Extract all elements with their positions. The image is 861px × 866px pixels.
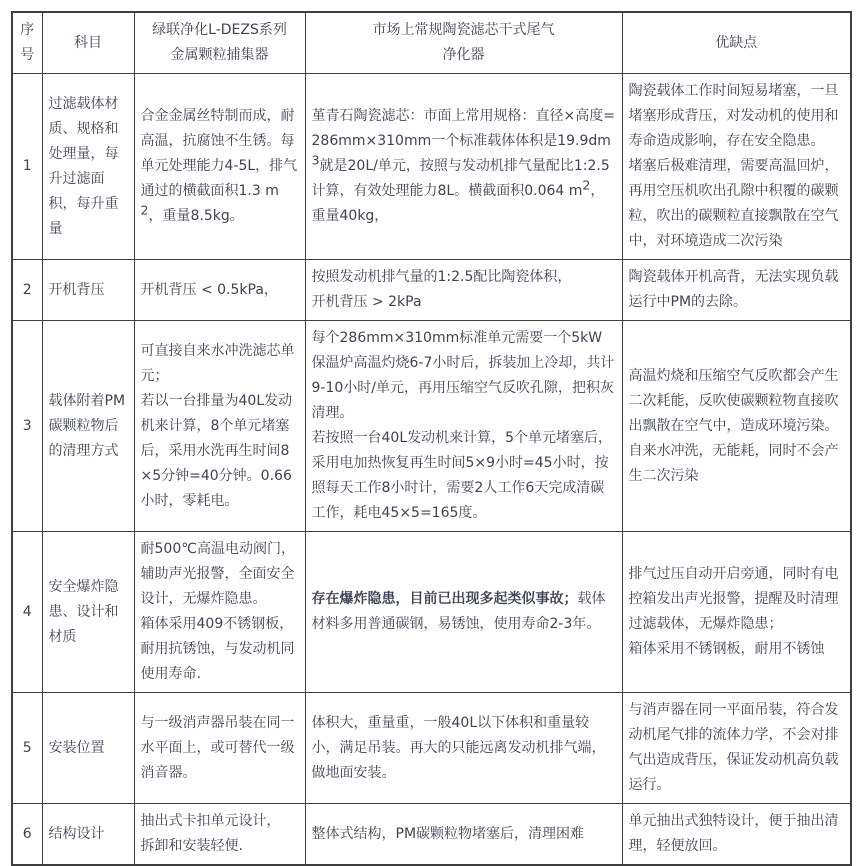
cell-paragraph: 存在爆炸隐患，目前已出现多起类似事故；载体材料多用普通碳钢，易锈蚀，使用寿命2-3年。 <box>311 591 606 632</box>
cell-serial-number: 5 <box>12 693 42 804</box>
cell-serial-number: 4 <box>12 532 42 693</box>
header-line: 金属颗粒捕集器 <box>170 47 269 63</box>
cell-paragraph: 堇青石陶瓷滤芯：市面上常用规格：直径×高度=286mm×310mm一个标准载体体积是$19.9dm^3$就是20L/单元，按照与发动机排气量配比1:2.5计算，有效处理能力8L。横截面积0.064 $m^2$，重量40kg， <box>311 108 615 224</box>
table-row <box>12 693 851 804</box>
cell-paragraph: 陶瓷载体工作时间短易堵塞，一旦堵塞形成背压，对发动机的使用和寿命造成影响，存在安全隐患。 <box>628 83 839 149</box>
cell-lvlian-product <box>134 260 305 321</box>
table-row <box>12 74 851 260</box>
cell-lvlian-product <box>134 804 305 866</box>
cell-subject <box>42 321 134 532</box>
table-row <box>12 260 851 321</box>
cell-subject <box>42 260 134 321</box>
cell-serial-number: 2 <box>12 260 42 321</box>
cell-paragraph: 单元抽出式独特设计，便于抽出清理，轻便放回。 <box>628 813 839 854</box>
cell-lvlian-product <box>134 321 305 532</box>
table-row <box>12 321 851 532</box>
cell-market-product <box>305 74 622 260</box>
cell-paragraph: 堵塞后极难清理，需要高温回炉，再用空压机吹出孔隙中积覆的碳颗粒，吹出的碳颗粒直接飘散在空气中，对环境造成二次污染 <box>628 158 839 249</box>
cell-subject <box>42 804 134 866</box>
cell-paragraph: 整体式结构，PM碳颗粒物堵塞后，清理困难 <box>311 825 585 842</box>
cell-paragraph: 过滤载体材质、规格和处理量，每升过滤面积，每升重量 <box>48 95 119 237</box>
cell-paragraph: 体积大，重量重，一般40L以下体积和重量较小，满足吊装。再大的只能远离发动机排气端，做地面安装。 <box>311 714 606 781</box>
header-line: 净化器 <box>442 47 485 63</box>
header-line: 市场上常规陶瓷滤芯干式尾气 <box>372 22 555 38</box>
cell-paragraph: 开机背压 <box>48 281 105 298</box>
table-header <box>12 12 851 74</box>
cell-subject <box>42 693 134 804</box>
cell-market-product <box>305 321 622 532</box>
cell-market-product <box>305 260 622 321</box>
col-header-subject <box>42 12 134 74</box>
header-row <box>12 12 851 74</box>
cell-paragraph: 箱体采用不锈钢板，耐用不锈蚀 <box>628 641 825 657</box>
cell-paragraph: 排气过压自动开启旁通，同时有电控箱发出声光报警，提醒及时清理过滤载体，无爆炸隐患； <box>628 566 839 632</box>
cell-subject <box>42 532 134 693</box>
cell-lvlian-product <box>134 532 305 693</box>
table-row <box>12 532 851 693</box>
cell-market-product <box>305 804 622 866</box>
header-line: 绿联净化L-DEZS系列 <box>152 22 287 38</box>
cell-paragraph: 与一级消声器吊装在同一水平面上，或可替代一级消音器。 <box>140 714 295 781</box>
cell-paragraph: 载体附着PM碳颗粒物后的清理方式 <box>48 392 126 459</box>
cell-paragraph: 安全爆炸隐患、设计和材质 <box>48 578 119 645</box>
cell-paragraph: 开机背压 < 0.5kPa， <box>140 281 278 298</box>
cell-pros-cons <box>622 260 851 321</box>
cell-paragraph: 与消声器在同一平面吊装，符合发动机尾气排的流体力学，不会对排气出造成背压，保证发动机高负载运行。 <box>628 702 839 793</box>
cell-paragraph: 开机背压 > 2kPa <box>311 294 422 310</box>
col-header-lvlian-product <box>134 12 305 74</box>
cell-paragraph: 可直接自来水冲洗滤芯单元； <box>140 342 295 384</box>
cell-pros-cons <box>622 804 851 866</box>
cell-pros-cons <box>622 532 851 693</box>
cell-lvlian-product <box>134 74 305 260</box>
cell-serial-number: 3 <box>12 321 42 532</box>
cell-paragraph: 耐500℃高温电动阀门，辅助声光报警，全面安全设计，无爆炸隐患。 <box>140 541 295 607</box>
cell-pros-cons <box>622 693 851 804</box>
cell-paragraph: 高温灼烧和压缩空气反吹都会产生二次耗能，反吹使碳颗粒物直接吹出飘散在空气中，造成环境污染。自来水冲洗，无能耗，同时不会产生二次污染 <box>628 367 839 484</box>
cell-paragraph: 拆卸和安装轻便. <box>140 838 243 854</box>
cell-paragraph: 箱体采用409不锈钢板，耐用抗锈蚀，与发动机同使用寿命. <box>140 616 295 682</box>
cell-lvlian-product <box>134 693 305 804</box>
header-line: 号 <box>20 47 35 63</box>
table-row <box>12 804 851 866</box>
cell-market-product <box>305 693 622 804</box>
header-line: 序 <box>20 22 35 38</box>
cell-paragraph: 结构设计 <box>48 825 105 842</box>
cell-serial-number: 1 <box>12 74 42 260</box>
table-body <box>12 74 851 866</box>
cell-pros-cons <box>622 74 851 260</box>
col-header-serial-number <box>12 12 42 74</box>
cell-paragraph: 合金金属丝特制而成，耐高温，抗腐蚀不生锈。每单元处理能力4-5L，排气通过的横截面积1.3 $m^2$，重量8.5kg。 <box>140 108 298 224</box>
header-line: 科目 <box>74 34 102 51</box>
cell-subject <box>42 74 134 260</box>
cell-pros-cons <box>622 321 851 532</box>
comparison-table <box>11 11 852 866</box>
cell-market-product <box>305 532 622 693</box>
header-line: 优缺点 <box>715 34 758 51</box>
col-header-pros-cons <box>622 12 851 74</box>
cell-serial-number: 6 <box>12 804 42 866</box>
cell-paragraph: 抽出式卡扣单元设计， <box>140 813 281 829</box>
col-header-market-product <box>305 12 622 74</box>
cell-paragraph: 若以一台排量为40L发动机来计算，8个单元堵塞后，采用水洗再生时间8×5分钟=40分钟。0.66小时，零耗电。 <box>140 392 293 509</box>
cell-paragraph: 安装位置 <box>48 739 105 756</box>
cell-paragraph: 按照发动机排气量的1:2.5配比陶瓷体积， <box>311 269 572 285</box>
cell-paragraph: 每个286mm×310mm标准单元需要一个5kW保温炉高温灼烧6-7小时后，拆装加上冷却，共计9-10小时/单元，再用压缩空气反吹孔隙，把积灰清理。 <box>311 330 615 421</box>
cell-paragraph: 陶瓷载体开机高背，无法实现负载运行中PM的去除。 <box>628 269 839 310</box>
cell-paragraph: 若按照一台40L发动机来计算，5个单元堵塞后，采用电加热恢复再生时间5×9小时=45小时，按照每天工作8小时计，需要2人工作6天完成清碳工作，耗电45×5=165度。 <box>311 430 613 521</box>
